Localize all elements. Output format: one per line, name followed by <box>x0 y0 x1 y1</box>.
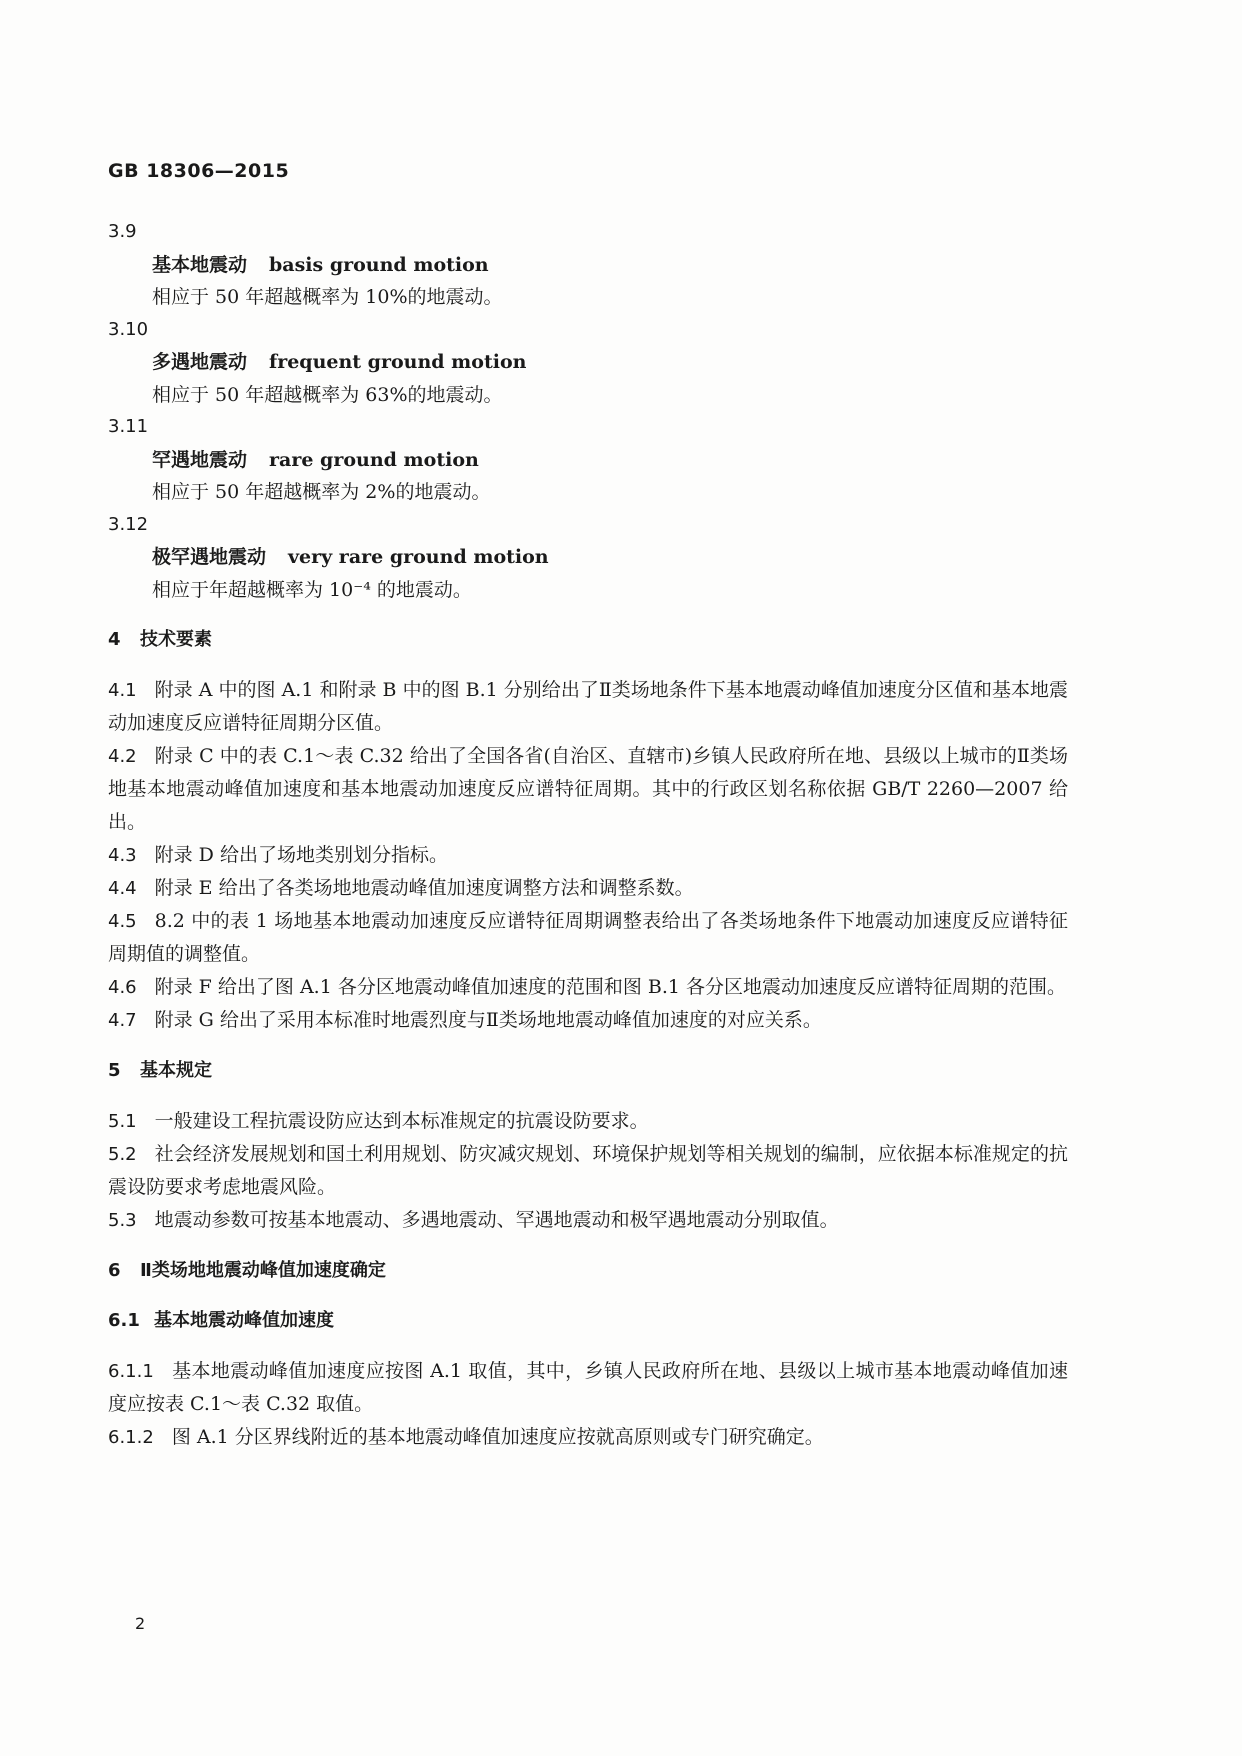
clause-number: 4.7 <box>108 1010 137 1031</box>
clause <box>108 971 1068 1004</box>
term-number: 3.11 <box>108 416 149 437</box>
clause-number: 6.1.2 <box>108 1427 154 1448</box>
clause-text: 社会经济发展规划和国土利用规划、防灾减灾规划、环境保护规划等相关规划的编制，应依据本标准规定的抗震设防要求考虑地震风险。 <box>108 1143 1068 1198</box>
clause-text: 附录 D 给出了场地类别划分指标。 <box>154 844 448 866</box>
clause-text: 图 A.1 分区界线附近的基本地震动峰值加速度应按就高原则或专门研究确定。 <box>171 1426 824 1448</box>
term-en: basis ground motion <box>269 253 489 276</box>
section-title: Ⅱ类场地地震动峰值加速度确定 <box>140 1260 386 1281</box>
clause <box>108 1204 1068 1237</box>
clause-text: 附录 A 中的图 A.1 和附录 B 中的图 B.1 分别给出了Ⅱ类场地条件下基本地震动峰值加速度分区值和基本地震动加速度反应谱特征周期分区值。 <box>108 679 1068 734</box>
term-definition: 相应于 50 年超越概率为 10%的地震动。 <box>152 286 503 308</box>
clause-number: 4.1 <box>108 680 137 701</box>
clause <box>108 1421 1068 1454</box>
clause-number: 4.6 <box>108 977 137 998</box>
term-cn: 罕遇地震动 <box>152 448 248 471</box>
section-number: 4 <box>108 629 121 650</box>
clause-text: 基本地震动峰值加速度应按图 A.1 取值，其中，乡镇人民政府所在地、县级以上城市基本地震动峰值加速度应按表 C.1～表 C.32 取值。 <box>108 1360 1068 1415</box>
term-number: 3.9 <box>108 221 137 242</box>
clause-text: 地震动参数可按基本地震动、多遇地震动、罕遇地震动和极罕遇地震动分别取值。 <box>154 1209 839 1231</box>
page-number: 2 <box>135 1614 146 1633</box>
subsection-title: 基本地震动峰值加速度 <box>154 1310 334 1331</box>
clause-number: 4.5 <box>108 911 137 932</box>
section-title: 技术要素 <box>140 629 212 650</box>
clause-number: 5.2 <box>108 1144 137 1165</box>
term-heading <box>108 444 1068 477</box>
subsection-number: 6.1 <box>108 1310 140 1331</box>
term-definition: 相应于年超越概率为 10⁻⁴ 的地震动。 <box>152 578 472 601</box>
clause-number: 4.2 <box>108 746 137 767</box>
clause-text: 附录 G 给出了采用本标准时地震烈度与Ⅱ类场地地震动峰值加速度的对应关系。 <box>154 1009 822 1031</box>
clause <box>108 1105 1068 1138</box>
clause-number: 5.1 <box>108 1111 137 1132</box>
section-title: 基本规定 <box>140 1060 212 1081</box>
clause <box>108 1138 1068 1204</box>
clause-number: 6.1.1 <box>108 1361 154 1382</box>
standard-number: GB 18306—2015 <box>108 160 290 182</box>
clause-number: 4.3 <box>108 845 137 866</box>
clause-text: 附录 E 给出了各类场地地震动峰值加速度调整方法和调整系数。 <box>154 877 694 899</box>
term-cn: 基本地震动 <box>152 253 248 276</box>
clause-text: 一般建设工程抗震设防应达到本标准规定的抗震设防要求。 <box>154 1110 649 1132</box>
clause <box>108 1355 1068 1421</box>
clause-text: 8.2 中的表 1 场地基本地震动加速度反应谱特征周期调整表给出了各类场地条件下地震动加速度反应谱特征周期值的调整值。 <box>108 910 1068 965</box>
page-content <box>108 216 1068 1454</box>
term-en: very rare ground motion <box>288 546 549 568</box>
clause-text: 附录 C 中的表 C.1～表 C.32 给出了全国各省(自治区、直辖市)乡镇人民政府所在地、县级以上城市的Ⅱ类场地基本地震动峰值加速度和基本地震动加速度反应谱特征周期。其中的行政区划名称依据 GB/T 2260—2007 给出。 <box>108 745 1068 833</box>
clause <box>108 872 1068 905</box>
section-heading <box>108 1055 1068 1087</box>
term-en: rare ground motion <box>269 448 479 471</box>
term-definition: 相应于 50 年超越概率为 2%的地震动。 <box>152 481 491 503</box>
term-cn: 多遇地震动 <box>152 351 248 373</box>
section-heading <box>108 1255 1068 1287</box>
term-number: 3.12 <box>108 513 149 535</box>
term-heading <box>108 541 1068 574</box>
term-en: frequent ground motion <box>269 351 527 373</box>
term-heading <box>108 249 1068 282</box>
clause <box>108 740 1068 839</box>
section-number: 5 <box>108 1060 121 1081</box>
section-heading <box>108 624 1068 656</box>
term-cn: 极罕遇地震动 <box>152 546 267 568</box>
term-definition: 相应于 50 年超越概率为 63%的地震动。 <box>152 383 503 406</box>
subsection-heading <box>108 1305 1068 1337</box>
clause <box>108 1004 1068 1037</box>
term-number: 3.10 <box>108 318 149 340</box>
clause-number: 5.3 <box>108 1210 137 1231</box>
clause-number: 4.4 <box>108 878 137 899</box>
clause-text: 附录 F 给出了图 A.1 各分区地震动峰值加速度的范围和图 B.1 各分区地震动加速度反应谱特征周期的范围。 <box>154 976 1067 998</box>
clause <box>108 674 1068 740</box>
clause <box>108 905 1068 971</box>
clause <box>108 839 1068 872</box>
term-heading <box>108 346 1068 379</box>
section-number: 6 <box>108 1260 121 1281</box>
